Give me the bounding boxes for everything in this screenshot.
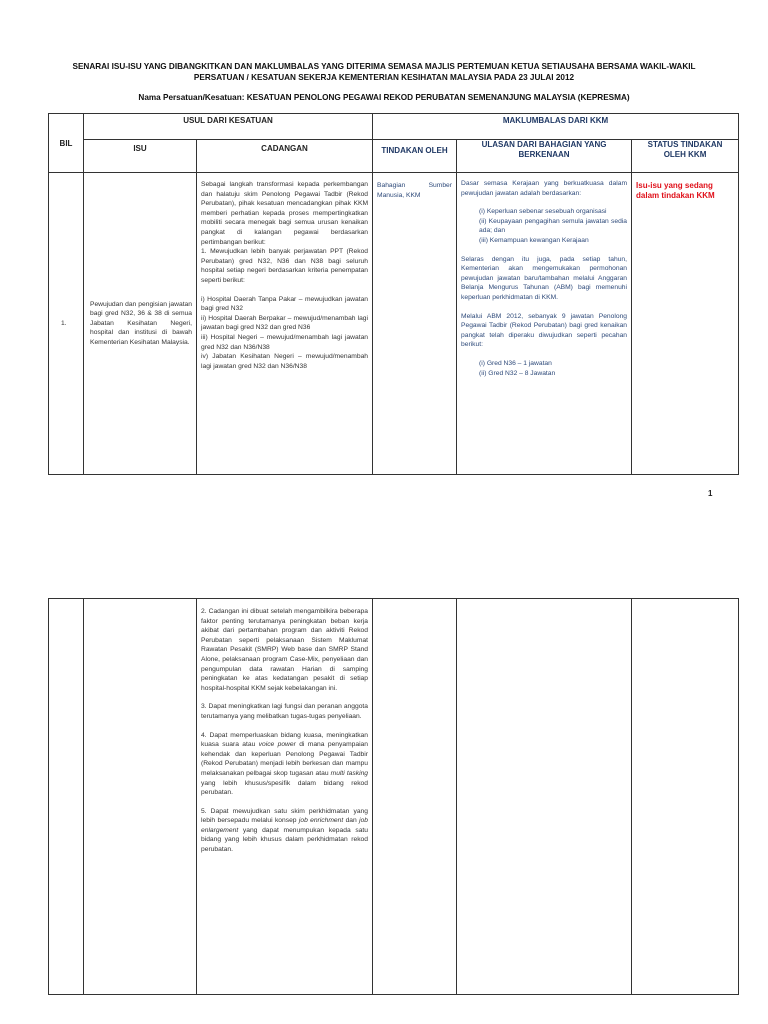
multi-tasking-text: multi tasking [330,769,369,777]
page-number: 1 [708,489,713,498]
header-tindakan-oleh: TINDAKAN OLEH [373,140,457,173]
header-status: STATUS TINDAKAN OLEH KKM [632,140,739,173]
job-enrichment-text: job enrichment [298,817,344,825]
voice-power-text: voice power [258,741,296,749]
header-cadangan: CADANGAN [197,140,373,173]
row1-status: Isu-isu yang sedang dalam tindakan KKM [632,173,739,475]
ulasan-intro: Dasar semasa Kerajaan yang berkuatkuasa dalam pewujudan jawatan adalah berdasarkan: [461,180,628,197]
ulasan-para-2: Selaras dengan itu juga, pada setiap tahun, Kementerian akan mengemukakan permohonan pewujudan jawatan baru/tambahan melalui Anggaran Belanja Mengurus Tahunan (ABM) bagi memenuhi keperluan perkhidmatan di KKM. [461,255,628,301]
cadangan-point-2: 2. Cadangan ini dibuat setelah mengambilkira beberapa faktor penting terutamanya peningkatan beban kerja akibat dari pertambahan program dan aktiviti Rekod Perubatan seperti pelaksanaan Sistem Maklumat Rawatan Pesakit (SMRP) Web base dan SMRP Stand Alone, pelaksanaan program Case-Mix, penyeliaan dan pengumpulan data rawatan Harian di samping peningkatan ke atas kedatangan pesakit di setiap hospital-hospital KKM sejak kebelakangan ini. [201,608,368,692]
union-line [40,93,728,102]
issues-table-page-2 [48,598,739,995]
cadangan-item-ii: ii) Hospital Daerah Berpakar – mewujud/menambah lagi jawatan bagi gred N32 dan gred N36 [201,314,369,332]
title-line-2: PERSATUAN / KESATUAN SEKERJA KEMENTERIAN KESIHATAN MALAYSIA PADA 23 JULAI 2012 [193,73,575,82]
cadangan-point-4: 4. Dapat memperluaskan bidang kuasa, meningkatkan kuasa suara atau voice power di mana penyampaian kehendak dan keperluan Penolong Pegawai Tadbir (Rekod Perubatan) menjadi lebih berkesan dan mampu melaksanakan pelbagai skop tugasan atau multi tasking yang lebih khusus/spesifik dalam bidang rekod perubatan. [201,731,369,797]
ulasan-item-i: (i) Keperluan sebenar sesebuah organisasi [479,208,607,216]
row1-ulasan [457,173,632,475]
union-label: Nama Persatuan/Kesatuan: [138,93,245,102]
header-isu: ISU [84,140,197,173]
row2-ulasan [457,599,632,995]
row1-tindakan-oleh: Bahagian Sumber Manusia, KKM [373,173,457,475]
header-usul: USUL DARI KESATUAN [84,114,373,140]
ulasan-gred-1: (i) Gred N36 – 1 jawatan [479,359,552,367]
union-name: KESATUAN PENOLONG PEGAWAI REKOD PERUBATAN SEMENANJUNG MALAYSIA (KEPRESMA) [246,93,630,102]
row1-bil: 1. [49,173,84,475]
document-title [40,61,728,83]
cadangan-item-iv: iv) Jabatan Kesihatan Negeri – mewujud/menambah lagi jawatan gred N32 dan N36/N38 [201,353,369,370]
job-enlargement-text: job enlargement [201,817,369,834]
ulasan-para-3: Melalui ABM 2012, sebanyak 9 jawatan Penolong Pegawai Tadbir (Rekod Perubatan) bagi gred kenaikan pangkat telah diperaku diwujudkan seperti pecahan berikut: [461,312,628,349]
cadangan-intro: Sebagai langkah transformasi kepada perkembangan dan halatuju skim Penolong Pegawai Tadbir (Rekod Perubatan), pihak kesatuan mencadangkan pihak KKM memberi perhatian kepada proses mempertingkatkan mobiliti secara menegak bagi semua urusan kenaikan pangkat di kalangan pegawai berdasarkan pertimbangan berikut: [201,181,369,246]
ulasan-item-iii: (iii) Kemampuan kewangan Kerajaan [479,236,589,244]
ulasan-item-ii: (ii) Keupayaan pengagihan semula jawatan sedia ada; dan [479,217,628,235]
header-ulasan: ULASAN DARI BAHAGIAN YANG BERKENAAN [457,140,632,173]
header-maklumbalas: MAKLUMBALAS DARI KKM [373,114,739,140]
row2-isu [84,599,197,995]
cadangan-item-iii: iii) Hospital Negeri – mewujud/menambah lagi jawatan gred N32 dan N36/N38 [201,333,369,351]
row1-cadangan [197,173,373,475]
row1-isu: Pewujudan dan pengisian jawatan bagi gred N32, 36 & 38 di semua Jabatan Kesihatan Negeri, hospital dan institusi di bawah Kementerian Kesihatan Malaysia. [84,173,197,475]
title-line-1: SENARAI ISU-ISU YANG DIBANGKITKAN DAN MAKLUMBALAS YANG DITERIMA SEMASA MAJLIS PERTEMUAN KETUA SETIAUSAHA BERSAMA WAKIL-WAKIL [72,62,696,71]
row2-status [632,599,739,995]
cadangan-item-i: i) Hospital Daerah Tanpa Pakar – mewujudkan jawatan bagi gred N32 [201,295,369,313]
row2-tindakan-oleh [373,599,457,995]
cadangan-point-5: 5. Dapat mewujudkan satu skim perkhidmatan yang lebih bersepadu melalui konsep job enrichment dan job enlargement yang dapat menumpukan kepada satu bidang yang lebih khusus dalam perkhidmatan rekod perubatan. [201,807,369,854]
header-bil: BIL [49,114,84,173]
row2-cadangan [197,599,373,995]
row2-bil [49,599,84,995]
ulasan-gred-2: (ii) Gred N32 – 8 Jawatan [479,369,556,377]
cadangan-point-3: 3. Dapat meningkatkan lagi fungsi dan peranan anggota terutamanya yang melibatkan tugas-tugas penyeliaan. [201,703,368,720]
issues-table-page-1 [48,113,739,475]
cadangan-point-1: 1. Mewujudkan lebih banyak perjawatan PPT (Rekod Perubatan) gred N32, N36 dan N38 bagi seluruh hospital setiap negeri berdasarkan kriteria penempatan seperti berikut: [201,248,369,284]
